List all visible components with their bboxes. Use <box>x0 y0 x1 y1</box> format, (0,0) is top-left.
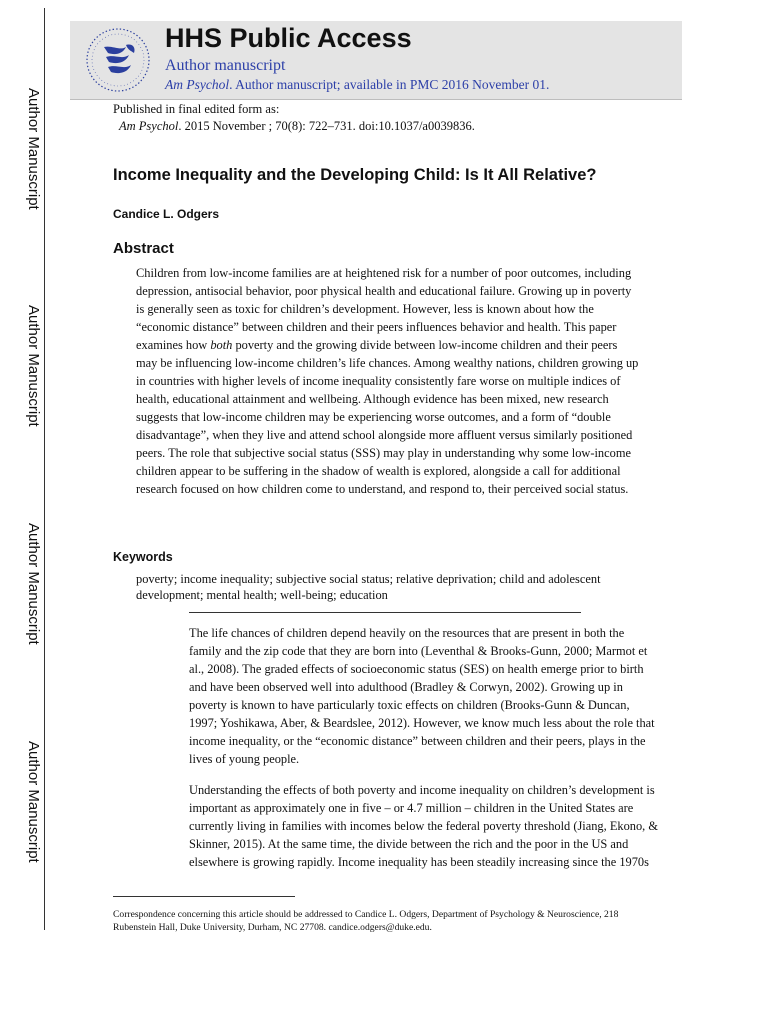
hhs-title: HHS Public Access <box>165 23 412 53</box>
abstract-heading: Abstract <box>113 240 174 257</box>
keywords-heading: Keywords <box>113 550 173 564</box>
hhs-header <box>70 21 682 100</box>
body-paragraph-1: The life chances of children depend heavily on the resources that are present in both the family and the zip code that they are born into (Leventhal & Brooks-Gunn, 2000; Marmot et al., 2008). The graded effects of socioeconomic status (SES) on health emerge prior to birth and have been observed well into adulthood (Bradley & Corwyn, 2002). Growing up in poverty is known to have particularly toxic effects on children (Brooks-Gunn & Duncan, 1997; Yoshikawa, Aber, & Beardslee, 2012). However, we know much less about the role that income inequality, or the “economic distance” between children and their peers, plays in the lives of young people. <box>189 626 655 766</box>
margin-rule <box>44 8 45 930</box>
published-label: Published in final edited form as: <box>113 102 280 116</box>
article-title: Income Inequality and the Developing Child: Is It All Relative? <box>113 166 597 184</box>
body-paragraph-2: Understanding the effects of both poverty and income inequality on children’s development is important as approximately one in five – or 4.7 million – children in the United States are currently living in families with incomes below the federal poverty threshold (Jiang, Ekono, & Skinner, 2015). At the same time, the divide between the rich and the poor in the US and elsewhere is growing rapidly. Income inequality has been steadily increasing since the 1970s <box>189 783 659 869</box>
keywords-text: poverty; income inequality; subjective social status; relative deprivation; child and adolescent development; mental health; well-being; education <box>136 572 601 602</box>
author-name: Candice L. Odgers <box>113 207 220 221</box>
citation: Am Psychol. 2015 November ; 70(8): 722–731. doi:10.1037/a0039836. <box>119 119 475 133</box>
footnote-rule <box>113 896 295 897</box>
author-manuscript-link[interactable]: Author manuscript <box>165 57 286 74</box>
journal-availability: Am Psychol. Author manuscript; available in PMC 2016 November 01. <box>165 77 550 92</box>
section-divider <box>189 612 581 613</box>
publication-info <box>113 101 475 135</box>
abstract-text: Children from low-income families are at heightened risk for a number of poor outcomes, including depression, antisocial behavior, poor physical health and educational failure. Growing up in poverty is generally seen as toxic for children’s development. However, less is known about how the “economic distance” between children and their peers influences behavior and health. This paper examines how both poverty and the growing divide between low-income children and their peers may be influencing low-income children’s life chances. Among wealthy nations, children growing up in countries with higher levels of income inequality consistently fare worse on multiple indices of health, educational attainment and wellbeing. Although evidence has been mixed, new research suggests that low-income children may be experiencing worse outcomes, and a form of “double disadvantage”, when they live and attend school alongside more affluent versus similarly positioned peers. The role that subjective social status (SSS) may play in understanding why some low-income children appear to be suffering in the shadow of wealth is explored, alongside a call for additional research focused on how children come to understand, and respond to, their perceived social status. <box>136 266 639 496</box>
hhs-eagle-logo-icon <box>82 25 154 95</box>
correspondence-footnote: Correspondence concerning this article should be addressed to Candice L. Odgers, Department of Psychology & Neuroscience, 218 Rubenstein Hall, Duke University, Durham, NC 27708. candice.odgers@duke.edu. <box>113 909 619 933</box>
